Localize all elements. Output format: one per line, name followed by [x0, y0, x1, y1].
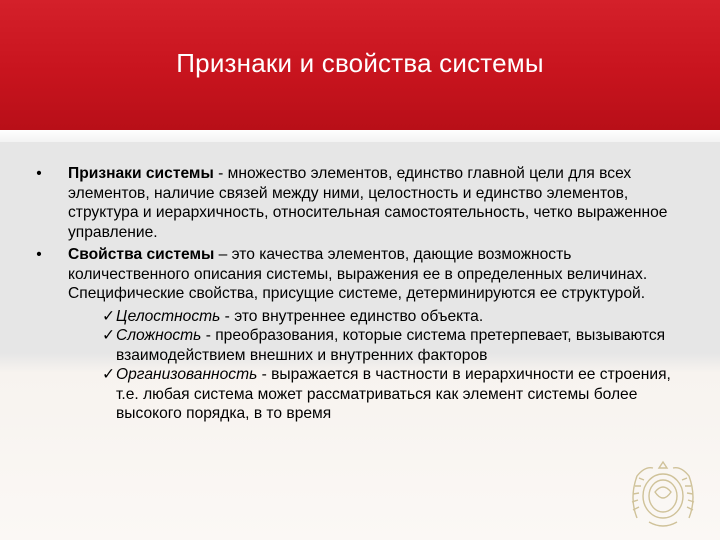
checkmark-icon: ✓ [102, 327, 116, 344]
property-item [32, 326, 692, 365]
property-text: - преобразования, которые система претерпевает, вызываются взаимодействием внешних и внутренних факторов [116, 327, 666, 364]
bullet-text: – это качества элементов, дающие возможность количественного описания системы, выражения ее в определенных величинах. Специфические свойства, присущие системе, детерминируются ее структурой. [68, 246, 648, 302]
bullet-item [32, 245, 692, 304]
bullet-text: - множество элементов, единство главной цели для всех элементов, наличие связей между ними, целостность и единство элементов, структура и иерархичность, относительная самостоятельность, четко выраженное управление. [68, 165, 668, 241]
property-text: - выражается в частности в иерархичности ее строения, т.е. любая система может рассматриваться как элемент системы более высокого порядка, в то время [116, 366, 671, 422]
bullet-term: Свойства системы [68, 246, 215, 263]
bullet-dot-icon: • [36, 165, 42, 182]
bullet-item [32, 164, 692, 242]
slide-title: Признаки и свойства системы [176, 48, 544, 78]
property-text: - это внутреннее единство объекта. [220, 307, 484, 325]
checkmark-icon: ✓ [102, 366, 116, 383]
slide-body [32, 164, 692, 424]
property-term: Сложность [116, 327, 202, 344]
property-item [32, 365, 692, 424]
property-item [32, 307, 692, 327]
checkmark-icon: ✓ [102, 307, 116, 325]
header-divider [0, 130, 720, 142]
property-term: Организованность [116, 366, 258, 383]
bullet-term: Признаки системы [68, 165, 214, 182]
property-term: Целостность [116, 307, 221, 325]
crest-emblem-icon [623, 458, 703, 534]
bullet-dot-icon: • [36, 246, 42, 263]
